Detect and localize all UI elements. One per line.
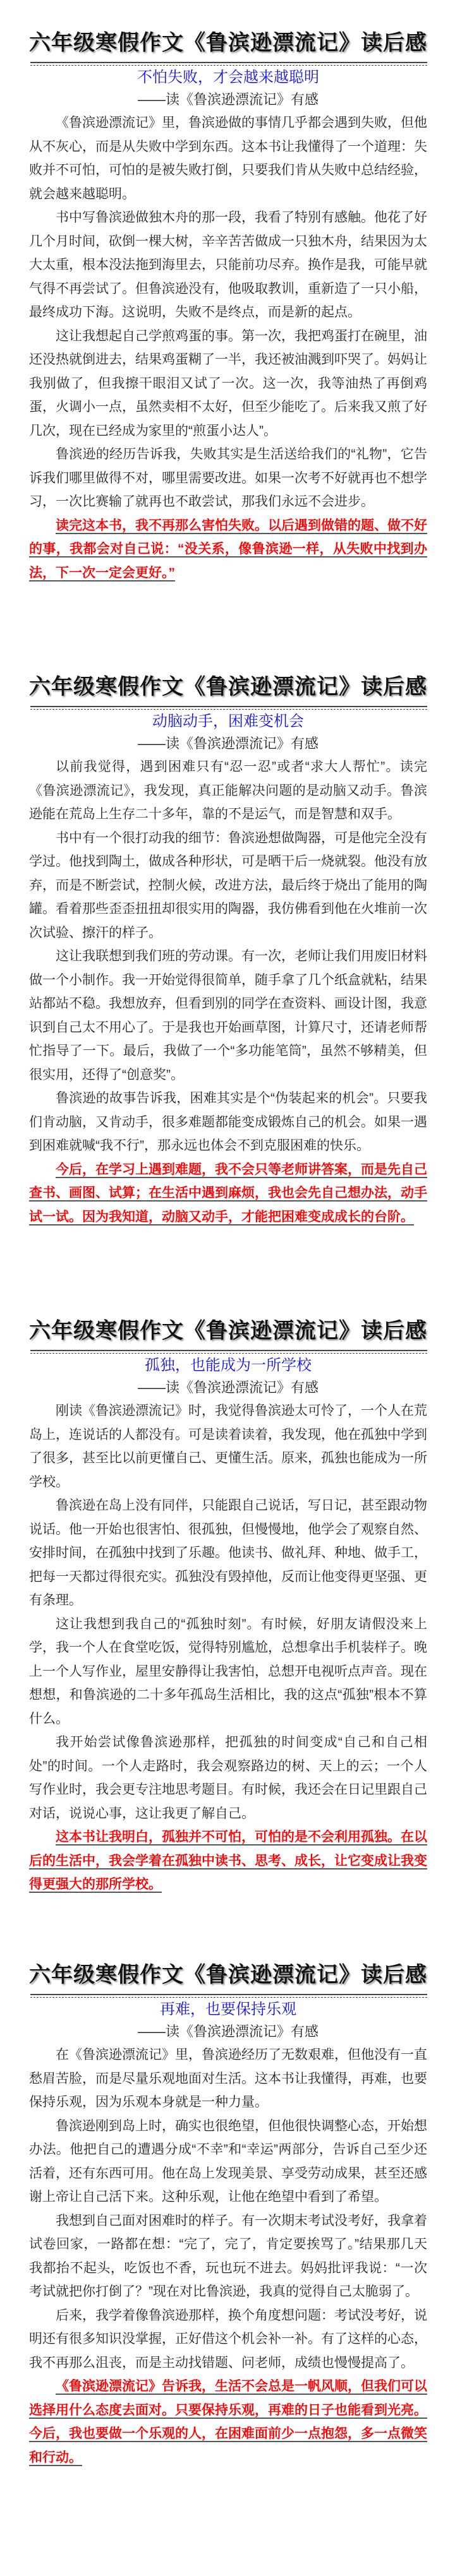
essay-4 [0,1932,455,2576]
highlighted-conclusion: 读完这本书，我不再那么害怕失败。以后遇到做错的题、做不好的事，我都会对自己说：“没关系，像鲁滨逊一样，从失败中找到办法，下一次一定会更好。” [29,518,427,580]
essay-subtitle: 孤独，也能成为一所学校 [145,1357,312,1374]
essay-byline: ——读《鲁滨逊漂流记》有感 [137,736,318,751]
paragraph: 鲁滨逊的经历告诉我，失败其实是生活送给我们的“礼物”，它告诉我们哪里做得不对，哪里需要改进。如果一次考不好就再也不想学习，一次比赛输了就再也不敢尝试，那我们永远不会进步。 [29,447,427,509]
paragraph: 书中写鲁滨逊做独木舟的那一段，我看了特别有感触。他花了好几个月时间，砍倒一棵大树，辛辛苦苦做成一只独木舟，结果因为太大太重，根本没法拖到海里去，只能前功尽弃。换作是我，可能早就气得不再尝试了。但鲁滨逊没有，他吸取教训，重新造了一只小船，最终成功下海。这说明，失败不是终点，而是新的起点。 [29,210,427,319]
essay-3 [0,1288,455,1932]
essay-subtitle: 再难，也要保持乐观 [160,2001,296,2018]
paragraph: 《鲁滨逊漂流记》里，鲁滨逊做的事情几乎都会遇到失败，但他从不灰心，而是从失败中学到东西。这本书让我懂得了一个道理：失败并不可怕，可怕的是被失败打倒，只要我们肯从失败中总结经验，就会越来越聪明。 [29,116,427,201]
essay-heading: 六年级寒假作文《鲁滨逊漂流记》读后感 [29,1963,427,1987]
paragraph: 我想到自己面对困难时的样子。有一次期末考试没考好，我拿着试卷回家，一路都在想：“完了，完了，肯定要挨骂了。”结果那几天我都抬不起头，吃饭也不香，玩也玩不进去。妈妈批评我说：“一次考试就把你打倒了？”现在对比鲁滨逊，我真的觉得自己太脆弱了。 [29,2213,427,2299]
heading-divider [30,62,427,66]
paragraph: 后来，我学着像鲁滨逊那样，换个角度想问题：考试没考好，说明还有很多知识没掌握，正好借这个机会补一补。有了这样的心态，我不再那么沮丧，而是主动找错题、问老师，成绩也慢慢提高了。 [29,2308,427,2370]
essay-byline: ——读《鲁滨逊漂流记》有感 [137,92,318,107]
heading-divider [30,1350,427,1354]
essay-2 [0,644,455,1288]
essay-body [29,755,427,1229]
paragraph: 以前我觉得，遇到困难只有“忍一忍”或者“求大人帮忙”。读完《鲁滨逊漂流记》，我发现，真正能解决问题的是动脑又动手。鲁滨逊能在荒岛上生存二十多年，靠的不是运气，而是智慧和双手。 [29,760,427,821]
paragraph: 在《鲁滨逊漂流记》里，鲁滨逊经历了无数艰难，但他没有一直愁眉苦脸，而是尽量乐观地面对生活。这本书让我懂得，再难，也要保持乐观，因为乐观本身就是一种力量。 [29,2048,427,2109]
essay-body [29,1399,427,1897]
highlighted-conclusion: 《鲁滨逊漂流记》告诉我，生活不会总是一帆风顺，但我们可以选择用什么态度去面对。只要保持乐观，再难的日子也能看到光亮。今后，我也要做一个乐观的人，在困难面前少一点抱怨，多一点微笑和行动。 [29,2379,427,2465]
essay-heading: 六年级寒假作文《鲁滨逊漂流记》读后感 [29,31,427,55]
essay-heading: 六年级寒假作文《鲁滨逊漂流记》读后感 [29,1319,427,1343]
paragraph: 这让我想到我自己的“孤独时刻”。有时候，好朋友请假没来上学，我一个人在食堂吃饭，觉得特别尴尬，总想拿出手机装样子。晚上一个人写作业，屋里安静得让我害怕，总想开电视听点声音。现在想想，和鲁滨逊的二十多年孤岛生活相比，我的这点“孤独”根本不算什么。 [29,1616,427,1726]
paragraph: 鲁滨逊的故事告诉我，困难其实是个“伪装起来的机会”。只要我们肯动脑，又肯动手，很多难题都能变成锻炼自己的机会。如果一遇到困难就喊“我不行”，那永远也体会不到克服困难的快乐。 [29,1091,427,1153]
paragraph: 鲁滨逊刚到岛上时，确实也很绝望，但他很快调整心态，开始想办法。他把自己的遭遇分成“不幸”和“幸运”两部分，告诉自己至少还活着，还有东西可用。他在岛上发现美景、享受劳动成果，甚至还感谢上帝让自己活下来。这种乐观，让他在绝望中看到了希望。 [29,2118,427,2204]
paragraph: 这让我联想到我们班的劳动课。有一次，老师让我们用废旧材料做一个小制作。我一开始觉得很简单，随手拿了几个纸盒就粘，结果站都站不稳。我想放弃，但看到别的同学在查资料、画设计图，我意识到自己太不用心了。于是我也开始画草图，计算尺寸，还请老师帮忙指导了一下。最后，我做了一个“多功能笔筒”，虽然不够精美，但很实用，还得了“创意奖”。 [29,949,427,1082]
essay-subtitle: 不怕失败，才会越来越聪明 [137,69,319,86]
paragraph: 刚读《鲁滨逊漂流记》时，我觉得鲁滨逊太可怜了，一个人在荒岛上，连说话的人都没有。可是读着读着，我发现，他在孤独中学到了很多，甚至比以前更懂自己、更懂生活。原来，孤独也能成为一所学校。 [29,1404,427,1489]
essay-heading: 六年级寒假作文《鲁滨逊漂流记》读后感 [29,675,427,699]
heading-divider [30,706,427,710]
paragraph: 我开始尝试像鲁滨逊那样，把孤独的时间变成“自己和自己相处”的时间。一个人走路时，我会观察路边的树、天上的云；一个人写作业时，我会更专注地思考题目。有时候，我还会在日记里跟自己对话，说说心事，这让我更了解自己。 [29,1735,427,1821]
essay-1 [0,0,455,644]
essay-body [29,2043,427,2469]
essay-byline: ——读《鲁滨逊漂流记》有感 [137,1380,318,1395]
paragraph: 书中有一个很打动我的细节：鲁滨逊想做陶器，可是他完全没有学过。他找到陶土，做成各种形状，可是晒干后一烧就裂。他没有放弃，而是不断尝试，控制火候，改进方法，最后终于烧出了能用的陶罐。看着那些歪歪扭扭却很实用的陶器，我仿佛看到他在火堆前一次次试验、擦汗的样子。 [29,830,427,940]
paragraph: 这让我想起自己学煎鸡蛋的事。第一次，我把鸡蛋打在碗里，油还没热就倒进去，结果鸡蛋糊了一半，我还被油溅到吓哭了。妈妈让我别做了，但我擦干眼泪又试了一次。这一次，我等油热了再倒鸡蛋，火调小一点，虽然卖相不太好，但至少能吃了。后来我又煎了好几次，现在已经成为家里的“煎蛋小达人”。 [29,328,427,438]
essay-byline: ——读《鲁滨逊漂流记》有感 [137,2024,318,2039]
paragraph: 鲁滨逊在岛上没有同伴，只能跟自己说话，写日记，甚至跟动物说话。他一开始也很害怕、很孤独，但慢慢地，他学会了观察自然、安排时间，在孤独中找到了乐趣。他读书、做礼拜、种地、做手工，把每一天都过得很充实。孤独没有毁掉他，反而让他变得更坚强、更有条理。 [29,1498,427,1607]
highlighted-conclusion: 这本书让我明白，孤独并不可怕，可怕的是不会利用孤独。在以后的生活中，我会学着在孤独中读书、思考、成长，让它变成让我变得更强大的那所学校。 [29,1830,427,1892]
heading-divider [30,1994,427,1998]
essay-subtitle: 动脑动手，困难变机会 [152,713,304,730]
essay-body [29,111,427,585]
highlighted-conclusion: 今后，在学习上遇到难题，我不会只等老师讲答案，而是先自己查书、画图、试算；在生活中遇到麻烦，我也会先自己想办法，动手试一试。因为我知道，动脑又动手，才能把困难变成成长的台阶。 [29,1162,427,1224]
